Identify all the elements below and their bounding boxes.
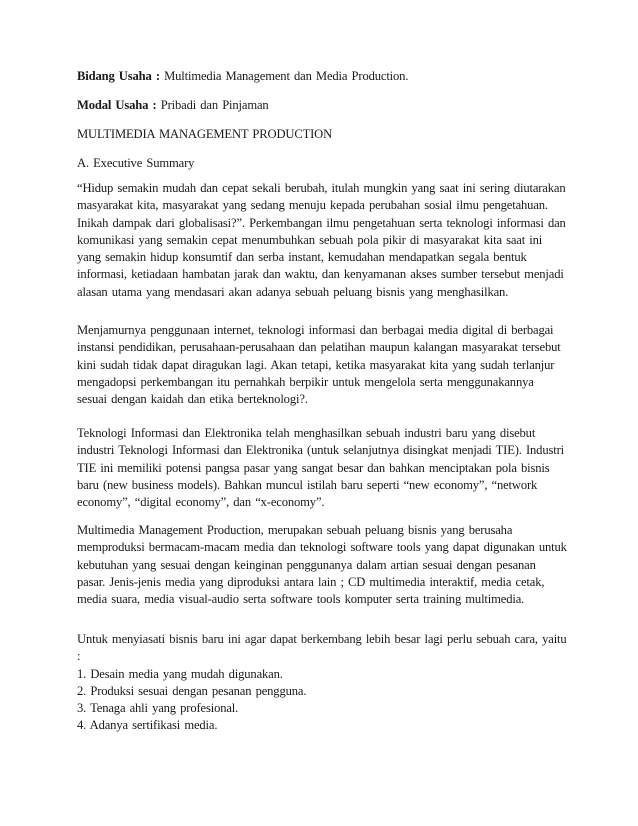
list-item: 1. Desain media yang mudah digunakan. bbox=[77, 666, 283, 681]
paragraph-line: alasan utama yang mendasari akan adanya sebuah peluang bisnis yang menghasilkan. bbox=[77, 284, 509, 299]
list-item: 4. Adanya sertifikasi media. bbox=[77, 718, 218, 733]
paragraph-line: Multimedia Management Production, merupakan sebuah peluang bisnis yang berusaha bbox=[77, 523, 513, 537]
paragraph-line: media suara, media visual-audio serta software tools komputer serta training multimedia. bbox=[77, 592, 525, 607]
list-item: 2. Produksi sesuai dengan pesanan pengguna. bbox=[77, 683, 307, 698]
paragraph-line: instansi pendidikan, perusahaan-perusahaan dan pelatihan maupun kalangan masyarakat tersebut bbox=[77, 340, 561, 355]
paragraph-line: Untuk menyiasati bisnis baru ini agar dapat berkembang lebih besar lagi perlu sebuah cara, yaitu bbox=[77, 632, 567, 646]
document-title: MULTIMEDIA MANAGEMENT PRODUCTION bbox=[77, 127, 333, 141]
paragraph-line: Inikah dampak dari globalisasi?”. Perkembangan ilmu pengetahuan serta teknologi informasi dan bbox=[77, 215, 566, 230]
paragraph-line: economy”, “digital economy”, dan “x-economy”. bbox=[77, 495, 325, 510]
paragraph-tie bbox=[77, 425, 567, 511]
paragraph-line: yang semakin hidup konsumtif dan serba instant, kemudahan mendapatkan segala bentuk bbox=[77, 250, 527, 265]
paragraph-line: memproduksi bermacam-macam media dan teknologi software tools yang dapat digunakan untuk bbox=[77, 540, 567, 555]
paragraph-line: Teknologi Informasi dan Elektronika telah menghasilkan sebuah industri baru yang disebut bbox=[77, 426, 536, 440]
paragraph-line: baru (new business models). Bahkan muncul istilah baru seperti “new economy”, “network bbox=[77, 477, 538, 492]
bidang-usaha-label: Bidang Usaha : bbox=[77, 69, 160, 83]
paragraph-line: : bbox=[77, 649, 81, 664]
modal-usaha-line bbox=[77, 97, 269, 113]
paragraph-line: pasar. Jenis-jenis media yang diproduksi antara lain ; CD multimedia interaktif, media cetak, bbox=[77, 574, 545, 589]
paragraph-internet bbox=[77, 322, 567, 408]
paragraph-line: kini sudah tidak dapat diragukan lagi. Akan tetapi, ketika masyarakat kita yang sudah terlanjur bbox=[77, 357, 555, 372]
paragraph-strategy-list bbox=[77, 631, 567, 735]
paragraph-line: masyarakat kita, masyarakat yang sedang menuju kepada perubahan sosial ilmu pengetahuan. bbox=[77, 198, 548, 213]
paragraph-line: sesuai dengan kaidah dan etika berteknologi?. bbox=[77, 392, 308, 407]
paragraph-line: mengadopsi perkembangan itu pernahkah berpikir untuk mengelola serta menggunakannya bbox=[77, 374, 534, 389]
paragraph-line: “Hidup semakin mudah dan cepat sekali berubah, itulah mungkin yang saat ini sering diutarakan bbox=[77, 181, 566, 195]
bidang-usaha-value: Multimedia Management dan Media Production. bbox=[159, 69, 409, 83]
paragraph-line: kebutuhan yang sesuai dengan keinginan penggunanya dalam artian sesuai dengan pesanan bbox=[77, 557, 536, 572]
paragraph-line: komunikasi yang semakin cepat menumbuhkan sebuah pola pikir di masyarakat kita saat ini bbox=[77, 232, 543, 247]
list-item: 3. Tenaga ahli yang profesional. bbox=[77, 701, 239, 716]
paragraph-multimedia bbox=[77, 522, 567, 608]
modal-usaha-value: Pribadi dan Pinjaman bbox=[156, 98, 269, 112]
paragraph-line: TIE ini memiliki potensi pangsa pasar yang sangat besar dan bahkan menciptakan pola bisnis bbox=[77, 460, 550, 475]
paragraph-line: industri Teknologi Informasi dan Elektronika (untuk selanjutnya disingkat menjadi TIE). Industri bbox=[77, 443, 564, 458]
modal-usaha-label: Modal Usaha : bbox=[77, 98, 157, 112]
paragraph-intro bbox=[77, 180, 567, 301]
bidang-usaha-line bbox=[77, 68, 408, 84]
paragraph-line: informasi, ketiadaan hambatan jarak dan waktu, dan kenyamanan akses sumber tersebut menjadi bbox=[77, 267, 564, 282]
section-heading: A. Executive Summary bbox=[77, 156, 195, 170]
paragraph-line: Menjamurnya penggunaan internet, teknologi informasi dan berbagai media digital di berbagai bbox=[77, 323, 554, 337]
